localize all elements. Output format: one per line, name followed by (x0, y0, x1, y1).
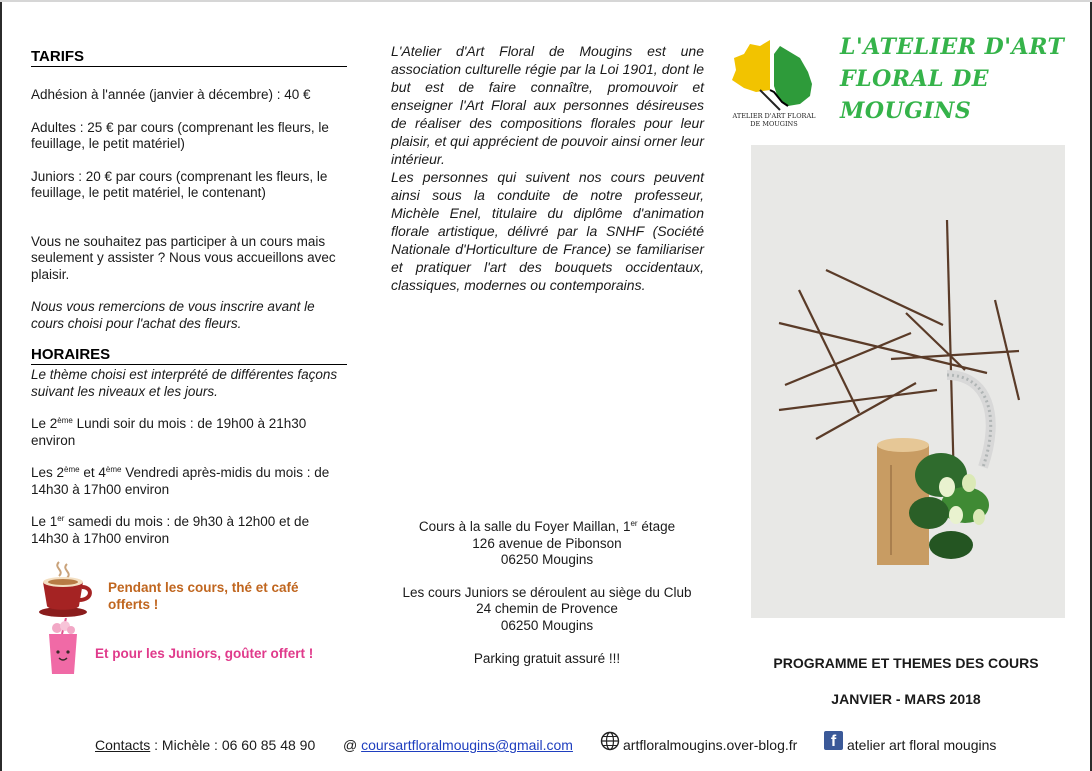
contacts (95, 737, 315, 753)
intro-paragraph-2: Les personnes qui suivent nos cours peuvent ainsi sous la conduite de notre professeur, Michèle Enel, titulaire du diplôme d'animation florale artistique, délivré par la SNHF (Société Nationale d'Horticulture de France) se familiariser et pratiquer l'art des bouquets occidentaux, classiques, modernes ou contemporains. (391, 169, 704, 293)
blog-link[interactable]: artfloralmougins.over-blog.fr (623, 737, 798, 753)
horaire-samedi: Le 1er samedi du mois : de 9h30 à 12h00 et de 14h30 à 17h00 environ (31, 514, 310, 546)
parking-note: Parking gratuit assuré !!! (473, 651, 621, 666)
facebook-icon: f (824, 731, 843, 750)
left-column (31, 48, 347, 547)
horaire-vendredi: Les 2ème et 4ème Vendredi après-midis du mois : de 14h30 à 17h00 environ (31, 465, 330, 497)
at-icon: @ (343, 737, 358, 753)
contacts-phone: : Michèle : 06 60 85 48 90 (150, 737, 316, 753)
page-edge-left (0, 0, 2, 771)
address-line-3: 06250 Mougins (500, 552, 594, 567)
junior-snack-offer: Et pour les Juniors, goûter offert ! (95, 646, 314, 661)
club-logo (730, 32, 818, 130)
horaires-intro: Le thème choisi est interprété de différentes façons suivant les niveaux et les jours. (31, 367, 338, 399)
intro-paragraph-1: L'Atelier d'Art Floral de Mougins est une association culturelle régie par la Loi 1901, dont le but est de faire connaître, promouvoir et enseigner l'Art Floral aux personnes désireuses de réaliser des compositions florales pour leur plaisir, et qui apprécient de pouvoir ainsi orner leur intérieur. (391, 43, 704, 167)
tarif-adultes: Adultes : 25 € par cours (comprenant les fleurs, le feuillage, le petit matériel) (31, 119, 329, 151)
tea-coffee-offer: Pendant les cours, thé et café offerts ! (108, 580, 299, 612)
milkshake-icon (46, 618, 80, 676)
contacts-label: Contacts (95, 737, 151, 753)
page-edge-top (0, 0, 1092, 2)
horaire-lundi: Le 2ème Lundi soir du mois : de 19h00 à 21h30 environ (31, 416, 307, 448)
inscription-note: Nous vous remercions de vous inscrire avant le cours choisi pour l'achat des fleurs. (31, 299, 315, 331)
assister-note: Vous ne souhaitez pas participer à un cours mais seulement y assister ? Nous vous accueillons avec plaisir. (31, 233, 336, 282)
tarif-adhesion: Adhésion à l'année (janvier à décembre) : 40 € (31, 87, 311, 102)
juniors-location-3: 06250 Mougins (500, 617, 594, 633)
programme-period: JANVIER - MARS 2018 (831, 691, 981, 707)
site-title-line-2: FLORAL DE (840, 66, 990, 92)
facebook-page[interactable]: atelier art floral mougins (847, 737, 997, 753)
site-title-line-1: L'ATELIER D'ART (840, 34, 1065, 60)
logo-text-1: ATELIER D'ART FLORAL (732, 112, 816, 120)
logo-text-2: DE MOUGINS (750, 120, 798, 128)
address-line-2: 126 avenue de Pibonson (472, 535, 622, 551)
horaires-heading: HORAIRES (31, 346, 347, 365)
association-intro (391, 42, 704, 294)
tarifs-heading: TARIFS (31, 48, 347, 67)
site-title-line-3: MOUGINS (840, 98, 972, 124)
floral-arrangement-photo (751, 145, 1065, 618)
programme-title: PROGRAMME ET THEMES DES COURS (773, 655, 1039, 671)
coffee-cup-icon (37, 560, 93, 618)
email-link[interactable]: coursartfloralmougins@gmail.com (361, 737, 573, 753)
globe-icon (600, 731, 620, 751)
address-line-1: Cours à la salle du Foyer Maillan, 1er étage (418, 519, 676, 534)
juniors-location-2: 24 chemin de Provence (476, 601, 618, 616)
address-block (372, 519, 722, 668)
juniors-location-1: Les cours Juniors se déroulent au siège du Club (402, 584, 692, 600)
tarif-juniors: Juniors : 20 € par cours (comprenant les fleurs, le feuillage, le petit matériel, le contenant) (31, 168, 328, 200)
email-contact (343, 737, 573, 753)
